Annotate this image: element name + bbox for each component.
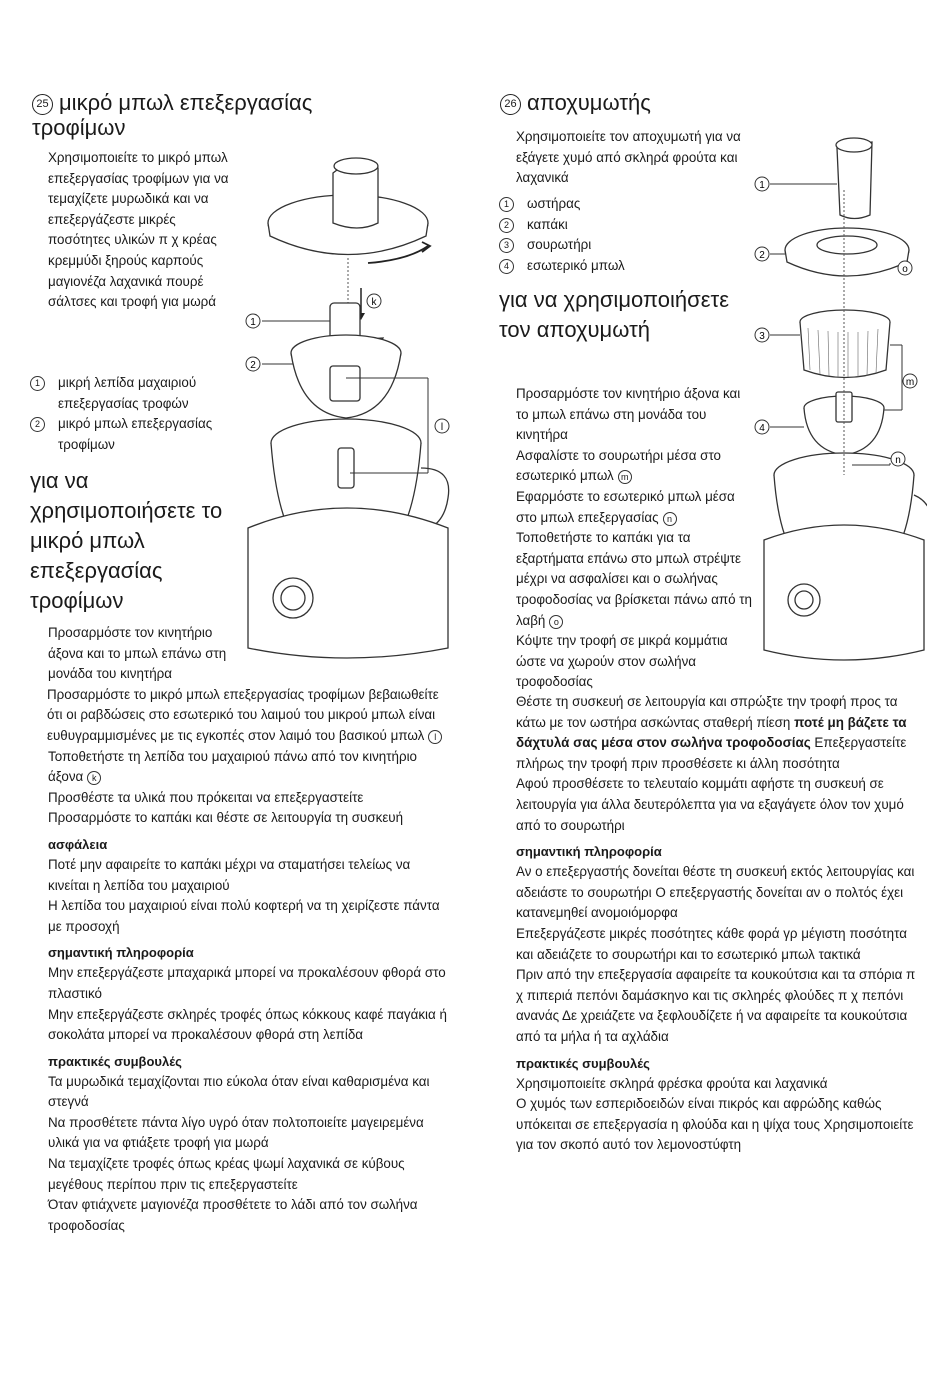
figure-label-1: 1 — [250, 317, 256, 328]
right-step-6-text: Θέστε τη συσκευή σε λειτουργία και σπρώξτε την τροφή προς τα κάτω με τον ωστήρα ασκώντας σταθερή πίεση — [516, 694, 898, 730]
figure-label-l: l — [440, 422, 444, 433]
left-heading — [32, 90, 392, 140]
part-number: 1 — [499, 197, 514, 212]
right-step-4-text: Τοποθετήστε το καπάκι για τα εξαρτήματα επάνω στο μπωλ στρέψτε μέχρι να ασφαλίσει και ο σωλήνας τροφοδοσίας να βρίσκεται πάνω από τη λαβή — [516, 530, 753, 628]
figure-label-n: n — [895, 455, 901, 466]
right-step-4 — [516, 528, 756, 631]
figure-label-2: 2 — [250, 360, 256, 371]
right-steps-narrow — [516, 384, 756, 693]
callout-k: k — [87, 771, 101, 785]
figure-label-1: 1 — [759, 180, 765, 191]
part-number: 3 — [499, 238, 514, 253]
part-label: εσωτερικό μπωλ — [527, 257, 625, 273]
right-step-7: Αφού προσθέσετε το τελευταίο κομμάτι αφήστε τη συσκευή σε λειτουργία για άλλα δευτερόλεπτα για να εξαγάγετε όλον τον χυμό από το σουρωτήρι — [516, 776, 904, 833]
right-important-2: Επεξεργάζεστε μικρές ποσότητες κάθε φορά γρ μέγιστη ποσότητα και αδειάζετε το σουρωτήρι και το εσωτερικό μπωλ τακτικά — [516, 925, 907, 962]
juicer-illustration — [752, 130, 927, 690]
part-label: μικρό μπωλ επεξεργασίας τροφίμων — [58, 416, 213, 452]
right-tip-2: Ο χυμός των εσπεριδοειδών είναι πικρός και αφρώδης καθώς υπόκειται σε επεξεργασία η φλούδα και η ψίχα τους Χρησιμοποιείτε για τον σκοπό αυτό τον λεμονοστύφτη — [516, 1096, 914, 1153]
right-important-1: Αν ο επεξεργαστής δονείται θέστε τη συσκευή εκτός λειτουργίας και αδειάστε το σουρωτήρι Ο επεξεργαστής δονείται αν ο πολτός έχει κατανεμηθεί ανομοιόμορφα — [516, 864, 915, 921]
figure-label-3: 3 — [759, 331, 765, 342]
safety-2: Η λεπίδα του μαχαιριού είναι πολύ κοφτερή να τη χειρίζεστε πάντα με προσοχή — [48, 898, 440, 934]
figure-label-k: k — [371, 297, 377, 308]
left-section-title — [32, 90, 392, 140]
callout-l: l — [428, 730, 442, 744]
right-tips-heading: πρακτικές συμβουλές — [516, 1055, 650, 1071]
left-step-1: Προσαρμόστε τον κινητήριο άξονα και το μπωλ επάνω στη μονάδα του κινητήρα — [48, 625, 227, 682]
right-howto-heading: για να χρησιμοποιήσετε τον αποχυμωτή — [499, 287, 730, 342]
part-number: 1 — [30, 376, 45, 391]
part-label: μικρή λεπίδα μαχαιριού επεξεργασίας τροφών — [58, 375, 197, 411]
left-heading-text: μικρό μπωλ επεξεργασίας τροφίμων — [32, 90, 313, 140]
callout-o: o — [549, 615, 563, 629]
left-tip-1: Τα μυρωδικά τεμαχίζονται πιο εύκολα όταν είναι καθαρισμένα και στεγνά — [48, 1073, 430, 1110]
section-number-badge: 25 — [32, 94, 53, 115]
list-item — [499, 235, 699, 256]
right-heading — [500, 90, 800, 115]
left-step-3-text: Τοποθετήστε τη λεπίδα του μαχαιριού πάνω από τον κινητήριο άξονα — [48, 748, 417, 785]
part-label: σουρωτήρι — [527, 237, 592, 253]
left-important-2: Μην επεξεργάζεστε σκληρές τροφές όπως κόκκους καφέ παγάκια ή σοκολάτα μπορεί να προκαλέσουν φθορά στη λεπίδα — [48, 1006, 447, 1043]
left-step-2-text: Προσαρμόστε το μικρό μπωλ επεξεργασίας τροφίμων βεβαιωθείτε ότι οι ραβδώσεις στο εσωτερικό του λαιμού του μικρού μπωλ είναι ευθυγραμμισμένες με τις εγκοπές στον λαιμό του βασικού μπωλ — [47, 686, 439, 743]
left-important-1: Μην επεξεργάζεστε μπαχαρικά μπορεί να προκαλέσουν φθορά στο πλαστικό — [48, 965, 446, 1001]
left-tips-heading: πρακτικές συμβουλές — [48, 1053, 182, 1069]
right-step-5: Κόψτε την τροφή σε μικρά κομμάτια ώστε να χωρούν στον σωλήνα τροφοδοσίας — [516, 633, 728, 690]
callout-m: m — [618, 470, 632, 484]
right-tip-1: Χρησιμοποιείτε σκληρά φρέσκα φρούτα και λαχανικά — [516, 1075, 828, 1091]
list-item — [499, 256, 699, 277]
warning-text: ποτέ μη βάζετε τα δάχτυλά σας μέσα στον σωλήνα τροφοδοσίας — [516, 714, 907, 751]
left-step-4: Προσθέστε τα υλικά που πρόκειται να επεξεργαστείτε — [48, 789, 364, 805]
right-step-2-text: Ασφαλίστε το σουρωτήρι μέσα στο εσωτερικό μπωλ — [516, 447, 721, 484]
left-intro: Χρησιμοποιείτε το μικρό μπωλ επεξεργασίας τροφίμων για να τεμαχίζετε μυρωδικά και να επεξεργάζεστε μικρές ποσότητες υλικών π χ κρέας κρεμμύδι ξηρούς καρπούς μαγιονέζα λαχανικά πουρέ σάλτσες και τροφή για μωρά — [48, 150, 229, 310]
part-number: 2 — [30, 417, 45, 432]
figure-label-2: 2 — [759, 250, 765, 261]
left-step-2 — [47, 685, 453, 747]
mini-bowl-illustration — [238, 148, 460, 676]
left-howto-heading: για να χρησιμοποιήσετε το μικρό μπωλ επεξεργασίας τροφίμων — [30, 468, 223, 613]
figure-label-o: o — [902, 264, 908, 275]
part-label: ωστήρας — [527, 196, 581, 211]
left-tip-4: Όταν φτιάχνετε μαγιονέζα προσθέτετε το λάδι από τον σωλήνα τροφοδοσίας — [48, 1197, 418, 1233]
right-section-title — [500, 90, 800, 115]
list-item — [499, 194, 699, 215]
safety-heading: ασφάλεια — [48, 836, 108, 852]
right-step-3 — [516, 487, 756, 528]
figure-label-m: m — [905, 377, 915, 388]
right-steps-wide — [516, 692, 921, 1156]
right-important-heading: σημαντική πληροφορία — [516, 844, 662, 860]
right-important-3: Πριν από την επεξεργασία αφαιρείτε τα κουκούτσια και τα σπόρια π χ πιπεριά πεπόνι δαμάσκηνο και τις σκληρές φλούδες π χ πεπόνι ανανάς Δε χρειάζετε να ξεφλουδίζετε ή να αφαιρείτε τα κουκούτσια από τα μήλα ή τα αχλάδια — [516, 967, 916, 1044]
part-label: καπάκι — [527, 216, 568, 232]
section-number-badge: 26 — [500, 94, 521, 115]
left-parts-list — [30, 373, 245, 455]
left-steps — [48, 623, 453, 1236]
right-intro: Χρησιμοποιείτε τον αποχυμωτή για να εξάγετε χυμό από σκληρά φρούτα και λαχανικά — [516, 129, 741, 186]
right-step-2 — [516, 446, 756, 487]
right-step-3-text: Εφαρμόστε το εσωτερικό μπωλ μέσα στο μπωλ επεξεργασίας — [516, 488, 735, 525]
left-tip-2: Να προσθέτετε πάντα λίγο υγρό όταν πολτοποιείτε μαγειρεμένα υλικά για να φτιάξετε τροφή για μωρά — [48, 1114, 424, 1151]
right-step-1: Προσαρμόστε τον κινητήριο άξονα και το μπωλ επάνω στη μονάδα του κινητήρα — [516, 386, 741, 443]
list-item — [30, 373, 245, 414]
left-step-3 — [48, 747, 453, 788]
right-step-6 — [516, 692, 921, 774]
part-number: 2 — [499, 218, 514, 233]
callout-n: n — [663, 512, 677, 526]
list-item — [30, 414, 245, 455]
left-important-heading: σημαντική πληροφορία — [48, 945, 194, 961]
list-item — [499, 215, 699, 236]
figure-label-4: 4 — [759, 423, 765, 434]
part-number: 4 — [499, 259, 514, 274]
left-step-5: Προσαρμόστε το καπάκι και θέστε σε λειτουργία τη συσκευή — [48, 810, 404, 826]
right-parts-list — [499, 194, 699, 276]
right-step-6-after: Επεξεργαστείτε πλήρως την τροφή πριν προσθέσετε κι άλλη ποσότητα — [516, 735, 907, 771]
left-tip-3: Να τεμαχίζετε τροφές όπως κρέας ψωμί λαχανικά σε κύβους μεγέθους περίπου πριν τις επεξεργαστείτε — [48, 1156, 405, 1192]
safety-1: Ποτέ μην αφαιρείτε το καπάκι μέχρι να σταματήσει τελείως να κινείται η λεπίδα του μαχαιριού — [48, 856, 411, 893]
right-heading-text: αποχυμωτής — [527, 90, 651, 115]
